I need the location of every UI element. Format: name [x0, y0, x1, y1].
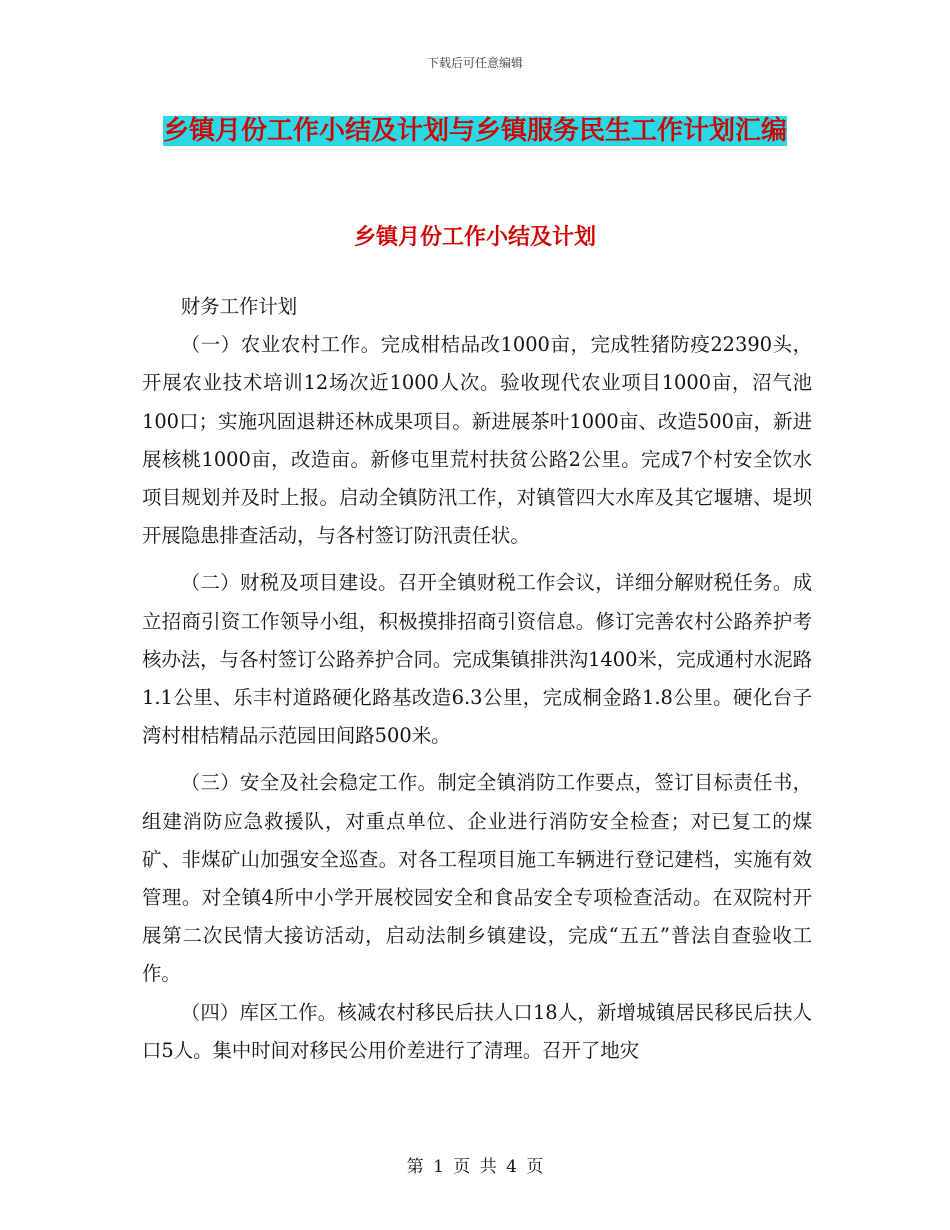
section-title: 乡镇月份工作小结及计划	[353, 224, 596, 250]
header-note: 下载后可任意编辑	[426, 56, 523, 70]
paragraph: （二）财税及项目建设。召开全镇财税工作会议，详细分解财税任务。成立招商引资工作领导小组，积极摸排招商引资信息。修订完善农村公路养护考核办法，与各村签订公路养护合同。完成集镇排洪沟1400米，完成通村水泥路1.1公里、乐丰村道路硬化路基改造6.3公里，完成桐金路1.8公里。硬化台子湾村柑桔精品示范园田间路500米。	[142, 571, 812, 748]
document-title	[140, 106, 810, 156]
paragraph: （三）安全及社会稳定工作。制定全镇消防工作要点，签订目标责任书，组建消防应急救援队，对重点单位、企业进行消防安全检查；对已复工的煤矿、非煤矿山加强安全巡查。对各工程项目施工车辆进行登记建档，实施有效管理。对全镇4所中小学开展校园安全和食品安全专项检查活动。在双院村开展第二次民情大接访活动，启动法制乡镇建设，完成“五五”普法自查验收工作。	[142, 771, 812, 986]
document-body	[142, 288, 812, 1070]
document-title-text: 乡镇月份工作小结及计划与乡镇服务民生工作计划汇编	[162, 116, 787, 146]
paragraph: （四）库区工作。核减农村移民后扶人口18人，新增城镇居民移民后扶人口5人。集中时间对移民公用价差进行了清理。召开了地灾	[142, 1000, 812, 1062]
paragraph: （一）农业农村工作。完成柑桔品改1000亩，完成牲猪防疫22390头，开展农业技术培训12场次近1000人次。验收现代农业项目1000亩，沼气池100口；实施巩固退耕还林成果项目。新进展茶叶1000亩、改造500亩，新进展核桃1000亩，改造亩。新修屯里荒村扶贫公路2公里。完成7个村安全饮水项目规划并及时上报。启动全镇防汛工作，对镇管四大水库及其它堰塘、堤坝开展隐患排查活动，与各村签订防汛责任状。	[142, 333, 812, 548]
paragraph-heading: 财务工作计划	[180, 295, 298, 318]
page-footer: 第 1 页 共 4 页	[406, 1157, 544, 1177]
